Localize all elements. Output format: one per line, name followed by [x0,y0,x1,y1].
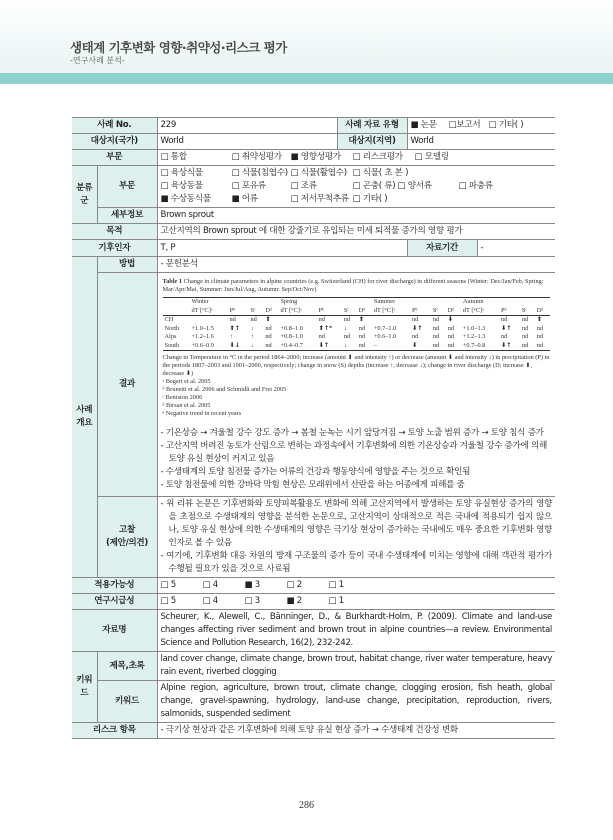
figure-cell: ⬆ [536,316,543,323]
figure-cell: North [164,324,180,332]
figure-row [163,325,551,334]
figure-subheader: Dᵈ [265,306,272,314]
season-header: Spring [280,298,298,305]
figure-note: Change in Temperature in °C in the period 1864–2000; increase (amount ⬆ and intensity ↑) or decrease (amount ⬇ and intensity ↓) in precipitation (P) in the periods 1807–2003 and 1901–2000, respectively; change in snow (S) depths (increase ↑, decrease ↓); change in river discharge (D; increase ⬆, decrease ⬇) [162,354,550,377]
figure-row [163,333,551,342]
case-table [72,117,555,739]
discussion-bullet: - 위 리뷰 논문은 기후변화와 토양피복활용도 변화에 의해 고산지역에서 발생하는 토양 유실현상 증가의 영향을 초점으로 수생태계의 영향을 분석한 논문으로, 고산지역이 상대적으로 적은 국내에 적용되기 쉽지 않으나, 토양 유실 현상에 의한 수생태계의 영향은 극기상 현상이 증가하는 국내에도 매우 중요한 기후변화 영향 인자로 볼 수 있음 [160,499,552,548]
applicability-options: □ 5 □ 4 ■ 3 □ 2 □ 1 [157,578,555,594]
figure-cell: nd [536,324,544,332]
source: Scheurer, K., Alewell, C., Bänninger, D., & Burkhardt-Holm, P. (2009). Climate and land-use changes affecting river sediment and brown trout in alpine countries—a review. Environmental Science and Pollution Research, 16(2), 232-242. [157,610,555,652]
figure-cell: ⬆↑ᵉ [318,324,333,332]
figure-cell: nd [358,324,365,332]
result-bullet: - 토양 침전물에 의한 강바닥 막힘 현상은 모래위에서 산란을 하는 어종에게 피해를 줌 [160,480,465,490]
label-discussion: 고찰 (제안/의견) [97,497,157,578]
figure-cell [372,316,410,325]
figure-cell: nd [411,316,419,323]
figure-cell: +0.8–1.0 [280,324,303,332]
figure-cell: nd [521,341,529,349]
figure-cell: – [373,341,377,349]
label-detail: 세부정보 [97,208,157,224]
label-urgency: 연구시급성 [72,594,157,610]
season-header: Winter [191,298,209,305]
figure-subheader: Pᵇ [229,306,235,314]
result-bullet: - 고산지역 버려진 농토가 산림으로 변하는 과정속에서 기후변화에 의한 기온상승과 겨울철 강수 증가에 의해 토양 유실 현상이 커지고 있음 [160,441,547,464]
figure-cell: South [164,341,180,349]
figure-subheader: Dᵈ [358,306,366,314]
figure-subheader: Dᵈ [536,306,544,314]
figure-cell: nd [500,333,508,340]
figure-subheader: Dᵈ [447,306,455,314]
figure-cell: ⬇ [411,341,418,349]
figure-cell: +1.0–1.3 [462,324,486,332]
figure-row [163,316,551,325]
figure-cell: nd [343,333,351,340]
taxa-options: □ 육상식물 □ 식물(침엽수) □ 식물(활엽수) □ 식물( 초 본 ) □ 육상동물 □ 포유류 □ 조류 □ 곤충( 류) □ 양서류 □ 파충류 ■ 수상동식물 ■ 어류 □ 저서무척추류 □ 기타( ) [157,166,555,208]
label-case-type: 사례 자료 유형 [337,118,407,134]
figure-cell: nd [265,333,272,340]
figure-cell: nd [318,316,325,323]
figure-cell: +0.7–1.0 [373,324,397,332]
label-kw-title: 제목,초록 [97,652,157,681]
figure-cell [189,316,227,325]
figure-cell: CH [164,316,174,323]
result-cell [157,273,555,497]
region: World [407,134,555,150]
label-kw-kw: 키워드 [97,681,157,723]
purpose: 고산지역의 Brown sprout 에 대한 강줄기로 유입되는 미세 퇴적물 증가의 영향 평가 [157,224,555,240]
figure-cell: Alps [164,333,177,340]
figure-cell: +0.8–1.0 [280,333,303,340]
figure-subheader: Pᵈ [500,306,507,314]
figure-cell [461,316,499,325]
figure-cell: nd [343,316,351,323]
figure-cell: nd [229,316,236,323]
label-period: 자료기간 [407,240,477,257]
figure-cell: ⬆ [265,316,271,323]
label-taxa: 분류군 [72,166,97,224]
figure-cell: nd [521,333,529,340]
kw-keywords: Alpine region, agriculture, brown trout, climate change, clogging erosion, fish heath, global change, gravel-spawning, hydrology, land-use change, precipitation, reproduction, rivers, salmonids, suspended sediment [157,681,555,723]
figure-footnote: ᵇ Brunetti et al. 2006 and Schmidli and Frei 2005 [162,386,287,393]
figure-footnote: ᶜ Beniston 2006 [162,394,203,401]
figure-cell: nd [447,324,455,332]
figure-subheader: dT [°C]ᵃ [462,306,484,314]
result-bullet: - 기온상승 → 겨울철 강수 강도 증가 → 봄철 눈녹는 시기 앞당겨짐 → 토양 노출 범위 증가 → 토양 침식 증가 [160,428,544,438]
embedded-figure-table [161,274,553,424]
label-region: 대상지(지역) [337,134,407,150]
period: - [477,240,555,257]
sector-options: □ 통합 □ 취약성평가 ■ 영향성평가 □ 리스크평가 □ 모델링 [157,150,555,166]
figure-cell: nd [500,316,508,323]
case-no: 229 [157,118,337,134]
season-header: Summer [373,298,396,305]
discussion-bullet: - 여기에, 기후변화 대응 차원의 방재 구조물의 증가 등이 국내 수생태계에 미치는 영향에 대해 객관적 평가가 수행될 필요가 있을 것으로 사료됨 [160,551,552,574]
figure-cell: nd [536,333,544,340]
figure-subheader: dT [°C]ᵃ [373,306,395,314]
case-type-options: ■ 논문 □보고서 □ 기타( ) [407,118,555,134]
figure-data-table [163,297,551,351]
figure-cell: nd [318,333,325,340]
detail: Brown sprout [157,208,555,224]
figure-label: Table 1 [162,278,183,285]
figure-cell: +1.0–1.5 [191,324,214,332]
figure-cell: nd [250,316,257,323]
figure-cell: ↓ [250,341,254,349]
climate: T, P [157,240,407,257]
header-band [0,73,613,84]
figure-cell: nd [447,341,455,349]
method: - 문헌분석 [157,257,555,273]
figure-subheader: dT [°C]ᵃ [280,306,302,314]
urgency-options: □ 5 □ 4 □ 3 ■ 2 □ 1 [157,594,555,610]
figure-cell: ↓ [250,324,254,332]
label-case-no: 사례 No. [72,118,157,134]
figure-cell: ↓ [343,324,348,332]
figure-subheader: Sᶜ [343,306,349,314]
figure-cell: ⬇ [447,316,454,323]
figure-subheader: Pᵇ [411,306,418,314]
figure-cell: +0.6–0.9 [191,341,214,349]
figure-cell: nd [358,341,365,349]
figure-subheader: Sᶜ [521,306,528,314]
figure-cell: ⬆ [358,316,364,323]
figure-subheader: Sᶜ [432,306,439,314]
figure-cell: nd [432,333,440,340]
label-keywords: 키워드 [72,652,97,723]
label-source: 자료명 [72,610,157,652]
label-summary: 사례 개요 [72,257,97,578]
figure-cell: nd [265,324,272,332]
figure-cell: nd [358,333,365,340]
figure-footnote: ᵉ Negative trend in recent years [162,410,242,417]
page-number: 286 [299,800,314,811]
figure-cell: ⬆↑ [229,324,241,332]
figure-cell: +1.2–1.6 [191,333,214,340]
discussion-bullets [157,497,555,578]
figure-cell: nd [265,341,272,349]
figure-subheader: dT [°C]ᵃ [191,306,213,314]
figure-footnote: ᵈ Birsan et al. 2005 [162,402,211,409]
figure-cell: nd [432,316,440,323]
result-bullet: - 수생태계의 토양 침전물 증가는 어류의 건강과 행동양식에 영향을 주는 것으로 확인됨 [160,467,471,477]
country: World [157,134,337,150]
figure-cell: nd [432,341,440,349]
figure-cell: ⬇↑ [318,341,330,349]
label-sector: 부문 [72,150,157,166]
figure-cell: nd [536,341,544,349]
figure-row [163,342,551,351]
figure-subheader: Sᶜ [250,306,256,314]
figure-cell: nd [411,333,419,340]
figure-subheader: Pᵇ [318,306,325,314]
label-method: 방법 [97,257,157,273]
kw-title: land cover change, climate change, brown trout, habitat change, river water temperature, heavy rain event, riverbed clogging [157,652,555,681]
label-risk: 리스크 항목 [72,723,157,739]
figure-cell: ⬇↑ [500,341,512,349]
figure-cell: ⬇↓ [229,341,241,349]
label-applicability: 적용가능성 [72,578,157,594]
label-purpose: 목적 [72,224,157,240]
label-result: 결과 [97,273,157,497]
figure-footnote: ᵃ Begert et al. 2005 [162,378,211,385]
figure-cell: ↑ [250,333,254,340]
figure-cell: +1.2–1.3 [462,333,486,340]
label-country: 대상지(국가) [72,134,157,150]
figure-cell: +0.6–1.0 [373,333,397,340]
figure-cell: +0.4–0.7 [280,341,303,349]
page-subtitle: -연구사례 분석- [70,56,125,65]
label-taxa-sector: 부문 [97,166,157,208]
season-header: Autumn [462,298,484,305]
figure-cell: ↓ [343,341,348,349]
figure-cell [278,316,316,325]
label-climate: 기후인자 [72,240,157,257]
figure-cell: nd [521,324,529,332]
figure-cell: nd [521,316,529,323]
figure-cell: nd [447,333,455,340]
result-bullets [161,424,553,495]
figure-cell: nd [432,324,440,332]
figure-cell: +0.7–0.8 [462,341,486,349]
risk: - 극기상 현상과 같은 기후변화에 의해 토양 유실 현상 증가 → 수생태계 건강성 변화 [157,723,555,739]
figure-cell: ↑ [229,333,233,340]
figure-cell: ⬇↑ [411,324,423,332]
page-title: 생태계 기후변화 영향·취약성·리스크 평가 [70,40,287,55]
figure-cell: ⬇↑ [500,324,512,332]
figure-caption: Change in climate parameters in alpine countries (e.g. Switzerland (CH) for river discharge) in different seasons (Winter: Dec/Jan/Feb, Spring: Mar/Apr/Mai, Summer: Jun/Jul/Aug, Autumn: Sep/Oct/Nov) [162,278,544,293]
